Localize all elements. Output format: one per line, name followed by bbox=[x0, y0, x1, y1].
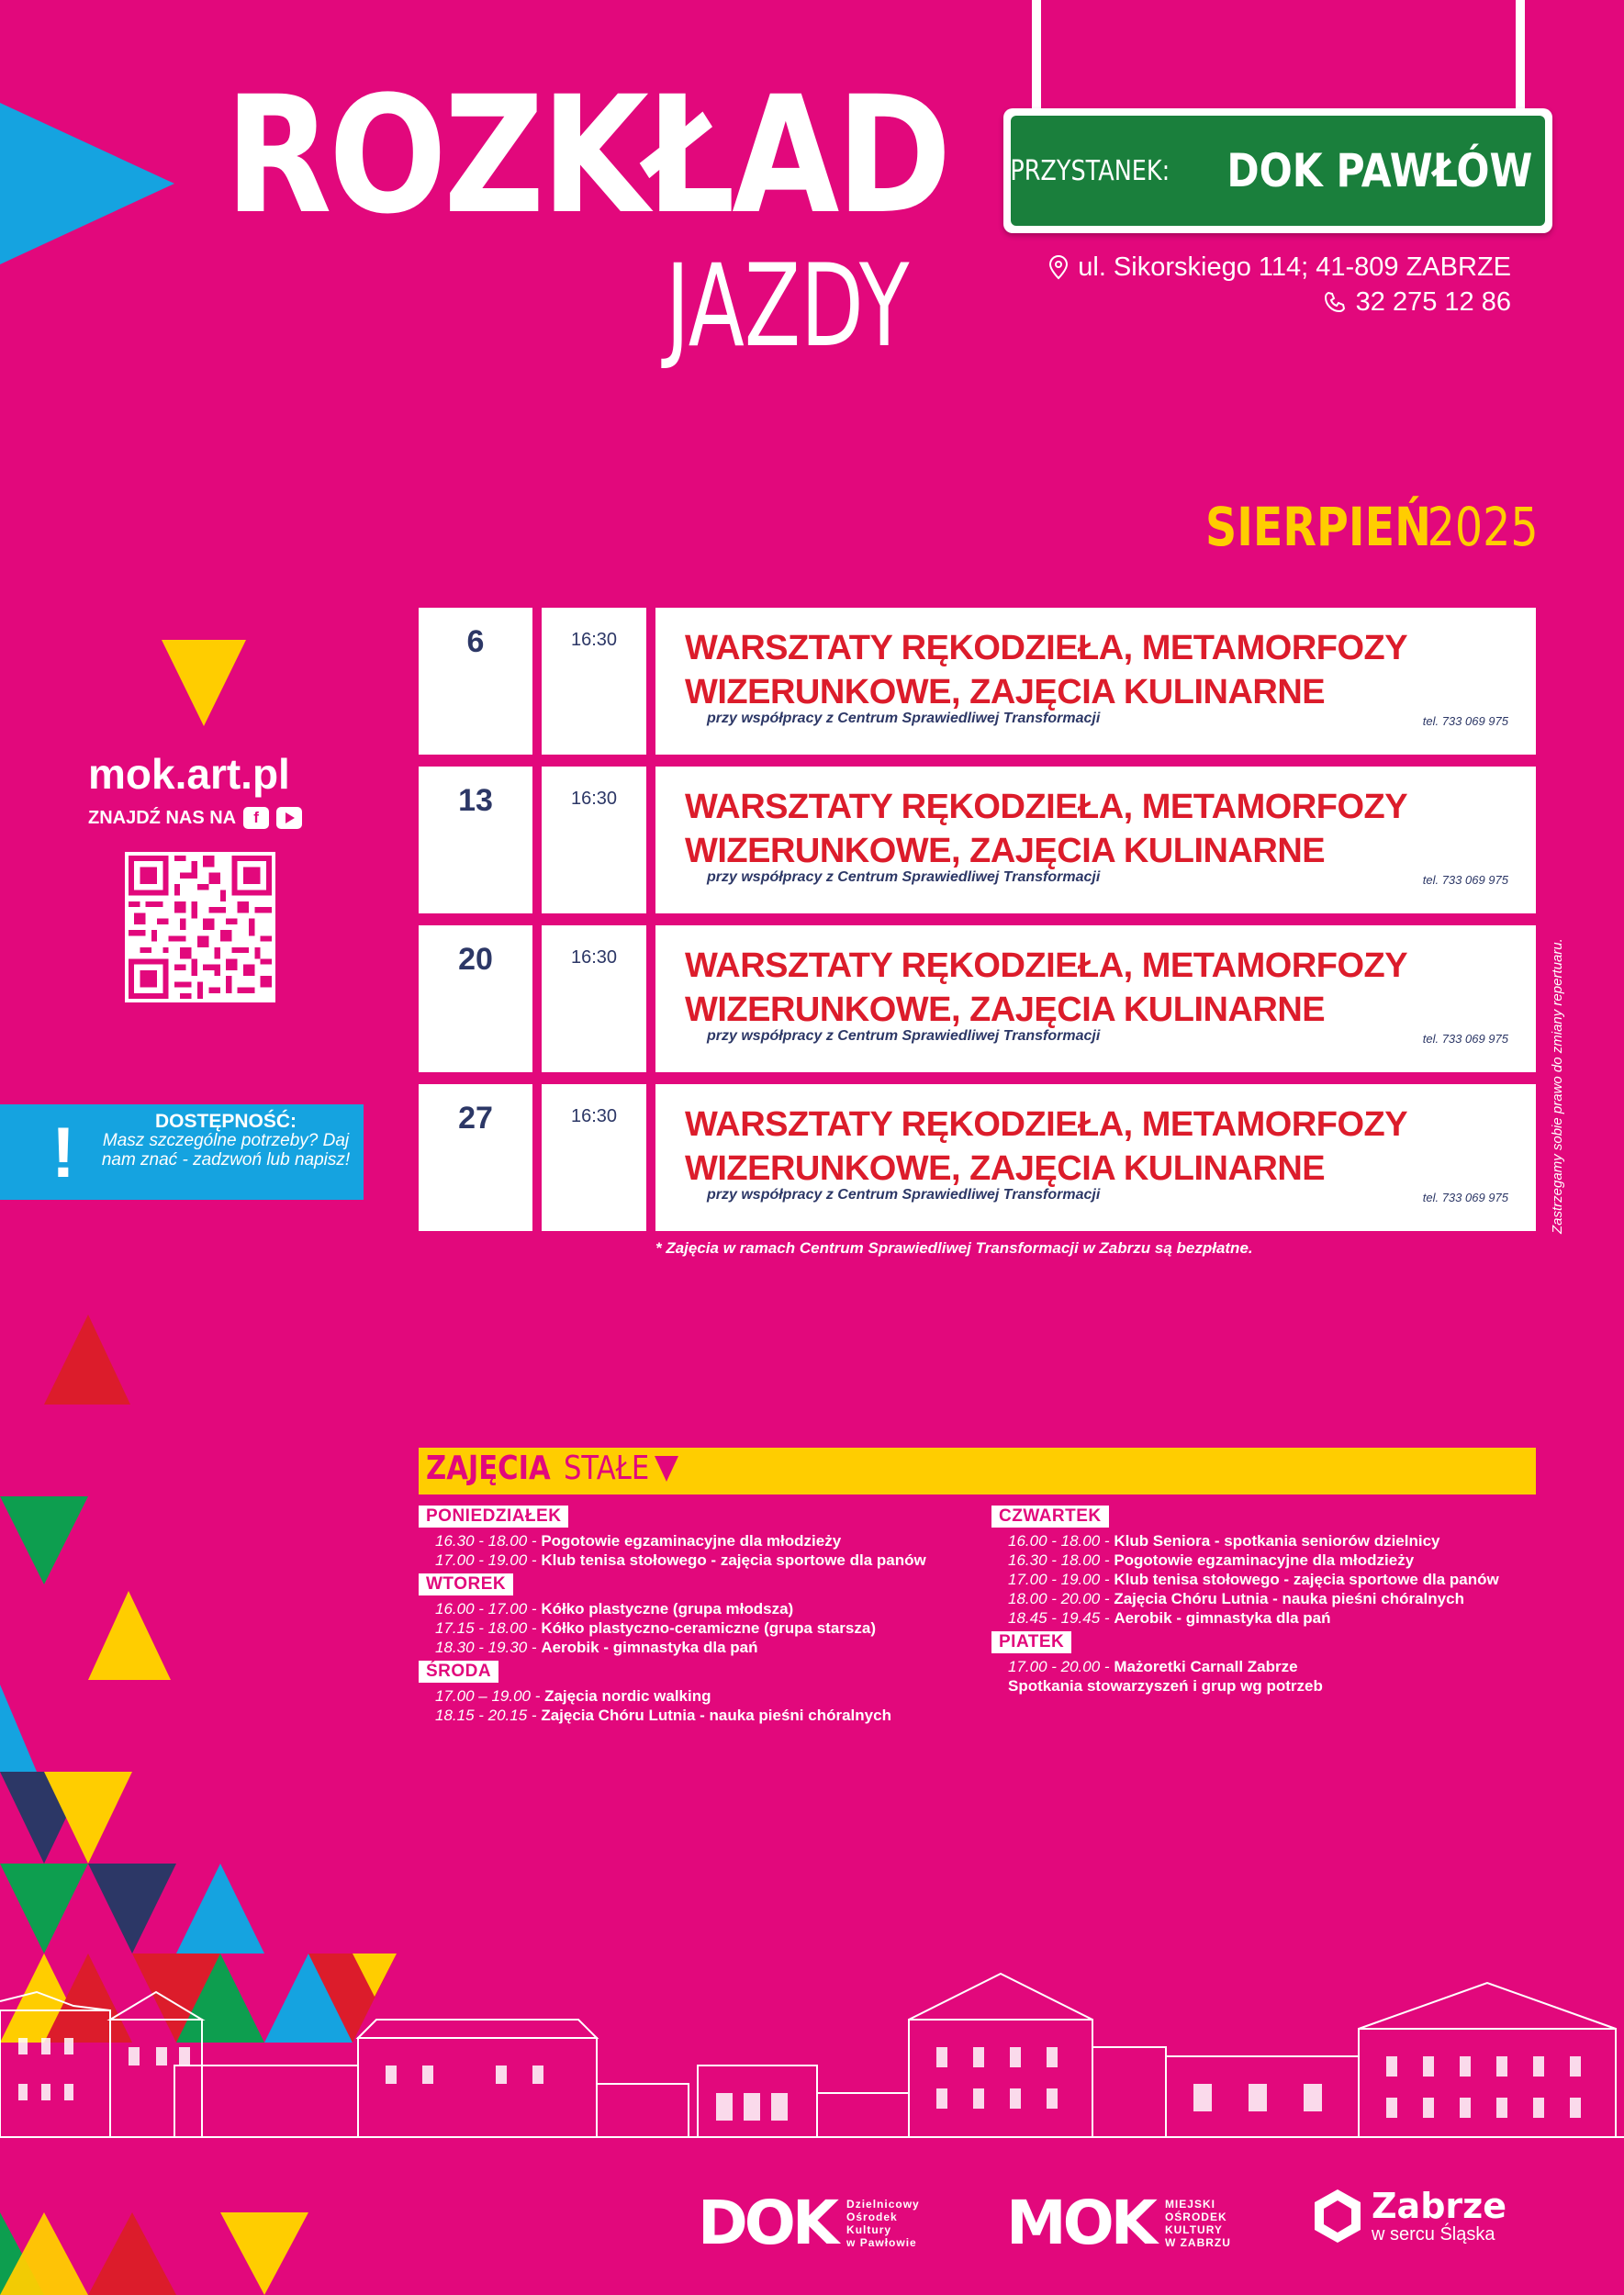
yellow-triangle-mid bbox=[88, 1591, 171, 1680]
zabrze-tagline: w sercu Śląska bbox=[1372, 2224, 1495, 2245]
day-label: PONIEDZIAŁEK bbox=[419, 1506, 568, 1528]
activity-item: 18.30 - 19.30 - Aerobik - gimnastyka dla pań bbox=[435, 1639, 758, 1656]
mok-logo bbox=[1006, 2188, 1231, 2258]
month-heading bbox=[1148, 496, 1539, 558]
activity-item: 17.00 – 19.00 - Zajęcia nordic walking bbox=[435, 1687, 711, 1705]
event-details bbox=[655, 608, 1536, 755]
activity-item: 16.30 - 18.00 - Pogotowie egzaminacyjne dla młodzieży bbox=[1008, 1551, 1415, 1569]
event-time: 16:30 bbox=[542, 608, 646, 755]
event-note: przy współpracy z Centrum Sprawiedliwej Transformacji bbox=[707, 711, 1101, 726]
event-day: 6 bbox=[419, 608, 532, 755]
title-sub: JAZDY bbox=[666, 241, 910, 373]
bus-stop-sign bbox=[1003, 108, 1552, 233]
website-link[interactable]: mok.art.pl bbox=[88, 750, 290, 798]
event-time: 16:30 bbox=[542, 767, 646, 913]
phone-text[interactable]: 32 275 12 86 bbox=[1355, 286, 1511, 317]
sign-post-left bbox=[1032, 0, 1041, 112]
event-note: przy współpracy z Centrum Sprawiedliwej Transformacji bbox=[707, 1187, 1101, 1203]
activity-item: 18.00 - 20.00 - Zajęcia Chóru Lutnia - nauka pieśni chóralnych bbox=[1008, 1590, 1464, 1607]
title-main: ROZKŁAD bbox=[225, 62, 949, 250]
event-time: 16:30 bbox=[542, 1084, 646, 1231]
stop-name: DOK PAWŁÓW bbox=[1226, 144, 1533, 197]
mok-logo-mark: MOK bbox=[1006, 2188, 1154, 2258]
youtube-icon[interactable] bbox=[276, 807, 302, 829]
event-title: WARSZTATY RĘKODZIEŁA, METAMORFOZY WIZERUNKOWE, ZAJĘCIA KULINARNE bbox=[685, 1105, 1407, 1188]
event-details bbox=[655, 925, 1536, 1072]
activity-item: 16.30 - 18.00 - Pogotowie egzaminacyjne dla młodzieży bbox=[435, 1532, 842, 1550]
zabrze-name: Zabrze bbox=[1372, 2186, 1507, 2226]
month-name: SIERPIEŃ bbox=[1204, 496, 1431, 558]
address-text: ul. Sikorskiego 114; 41-809 ZABRZE bbox=[1078, 252, 1511, 282]
repertoire-disclaimer bbox=[1540, 925, 1565, 1234]
event-time: 16:30 bbox=[542, 925, 646, 1072]
fixed-right-column bbox=[991, 1502, 1499, 1696]
fixed-title-bold: ZAJĘCIA bbox=[426, 1450, 551, 1487]
activity-item: 16.00 - 18.00 - Klub Seniora - spotkania seniorów dzielnicy bbox=[1008, 1532, 1440, 1550]
activity-item: 16.00 - 17.00 - Kółko plastyczne (grupa młodsza) bbox=[435, 1600, 794, 1618]
disclaimer-text: Zastrzegamy sobie prawo do zmiany repertuaru. bbox=[1550, 938, 1565, 1234]
find-us-label: ZNAJDŹ NAS NA bbox=[88, 807, 237, 828]
mok-logo-text: MIEJSKI OŚRODEK KULTURY W ZABRZU bbox=[1164, 2197, 1231, 2249]
dok-logo-text: Dzielnicowy Ośrodek Kultury w Pawłowie bbox=[846, 2197, 920, 2249]
qr-code[interactable] bbox=[125, 852, 275, 1002]
red-triangle bbox=[44, 1315, 130, 1405]
accessibility-text: Masz szczególne potrzeby? Daj nam znać - zadzwoń lub napisz! bbox=[101, 1131, 351, 1170]
zabrze-emblem-icon bbox=[1311, 2188, 1364, 2245]
day-label: PIATEK bbox=[991, 1631, 1071, 1653]
stop-label: PRZYSTANEK: bbox=[1010, 154, 1170, 187]
event-phone[interactable]: tel. 733 069 975 bbox=[1422, 1032, 1508, 1046]
footer-logos bbox=[698, 2188, 1533, 2257]
blue-triangle-top bbox=[0, 103, 174, 264]
location-pin-icon bbox=[1048, 254, 1069, 280]
green-triangle bbox=[0, 1496, 88, 1584]
day-label: ŚRODA bbox=[419, 1661, 498, 1683]
contact-block bbox=[1019, 250, 1511, 319]
event-title: WARSZTATY RĘKODZIEŁA, METAMORFOZY WIZERUNKOWE, ZAJĘCIA KULINARNE bbox=[685, 629, 1407, 711]
activity-item: Spotkania stowarzyszeń i grup wg potrzeb bbox=[1008, 1677, 1323, 1695]
activity-item: 17.15 - 18.00 - Kółko plastyczno-ceramiczne (grupa starsza) bbox=[435, 1619, 876, 1637]
event-row bbox=[419, 925, 1536, 1072]
event-phone[interactable]: tel. 733 069 975 bbox=[1422, 714, 1508, 728]
building-skyline bbox=[0, 1955, 1624, 2139]
event-phone[interactable]: tel. 733 069 975 bbox=[1422, 1191, 1508, 1204]
event-details bbox=[655, 767, 1536, 913]
event-row bbox=[419, 608, 1536, 755]
event-row bbox=[419, 767, 1536, 913]
activity-item: 17.00 - 19.00 - Klub tenisa stołowego - zajęcia sportowe dla panów bbox=[1008, 1571, 1499, 1588]
event-title: WARSZTATY RĘKODZIEŁA, METAMORFOZY WIZERUNKOWE, ZAJĘCIA KULINARNE bbox=[685, 946, 1407, 1029]
month-year: 2025 bbox=[1427, 496, 1539, 558]
event-note: przy współpracy z Centrum Sprawiedliwej Transformacji bbox=[707, 1028, 1101, 1044]
down-triangle-icon bbox=[655, 1456, 678, 1482]
activity-item: 18.15 - 20.15 - Zajęcia Chóru Lutnia - nauka pieśni chóralnych bbox=[435, 1707, 891, 1724]
activity-item: 18.45 - 19.45 - Aerobik - gimnastyka dla pań bbox=[1008, 1609, 1331, 1627]
event-title: WARSZTATY RĘKODZIEŁA, METAMORFOZY WIZERUNKOWE, ZAJĘCIA KULINARNE bbox=[685, 788, 1407, 870]
exclamation-icon: ! bbox=[51, 1112, 75, 1192]
event-details bbox=[655, 1084, 1536, 1231]
activity-item: 17.00 - 20.00 - Mażoretki Carnall Zabrze bbox=[1008, 1658, 1298, 1675]
day-label: WTOREK bbox=[419, 1573, 513, 1595]
activity-item: 17.00 - 19.00 - Klub tenisa stołowego - zajęcia sportowe dla panów bbox=[435, 1551, 926, 1569]
day-label: CZWARTEK bbox=[991, 1506, 1109, 1528]
yellow-triangle-sidebar bbox=[162, 640, 246, 726]
fixed-title-normal: STAŁE bbox=[563, 1450, 649, 1487]
event-day: 20 bbox=[419, 925, 532, 1072]
qr-code-graphic bbox=[129, 856, 272, 999]
dok-logo bbox=[698, 2188, 920, 2258]
event-phone[interactable]: tel. 733 069 975 bbox=[1422, 873, 1508, 887]
sign-post-right bbox=[1516, 0, 1525, 112]
fixed-left-column bbox=[419, 1502, 926, 1725]
accessibility-box bbox=[0, 1104, 364, 1200]
dok-logo-mark: DOK bbox=[698, 2188, 836, 2258]
event-row bbox=[419, 1084, 1536, 1231]
event-day: 27 bbox=[419, 1084, 532, 1231]
zabrze-logo bbox=[1311, 2188, 1506, 2245]
event-note: przy współpracy z Centrum Sprawiedliwej Transformacji bbox=[707, 869, 1101, 885]
accessibility-title: DOSTĘPNOŚĆ: bbox=[154, 1111, 297, 1132]
facebook-icon[interactable]: f bbox=[243, 807, 269, 829]
free-note: * Zajęcia w ramach Centrum Sprawiedliwej Transformacji w Zabrzu są bezpłatne. bbox=[655, 1239, 1253, 1257]
find-us bbox=[88, 807, 302, 829]
fixed-activities-header bbox=[419, 1448, 1536, 1495]
event-day: 13 bbox=[419, 767, 532, 913]
phone-icon bbox=[1323, 290, 1347, 314]
